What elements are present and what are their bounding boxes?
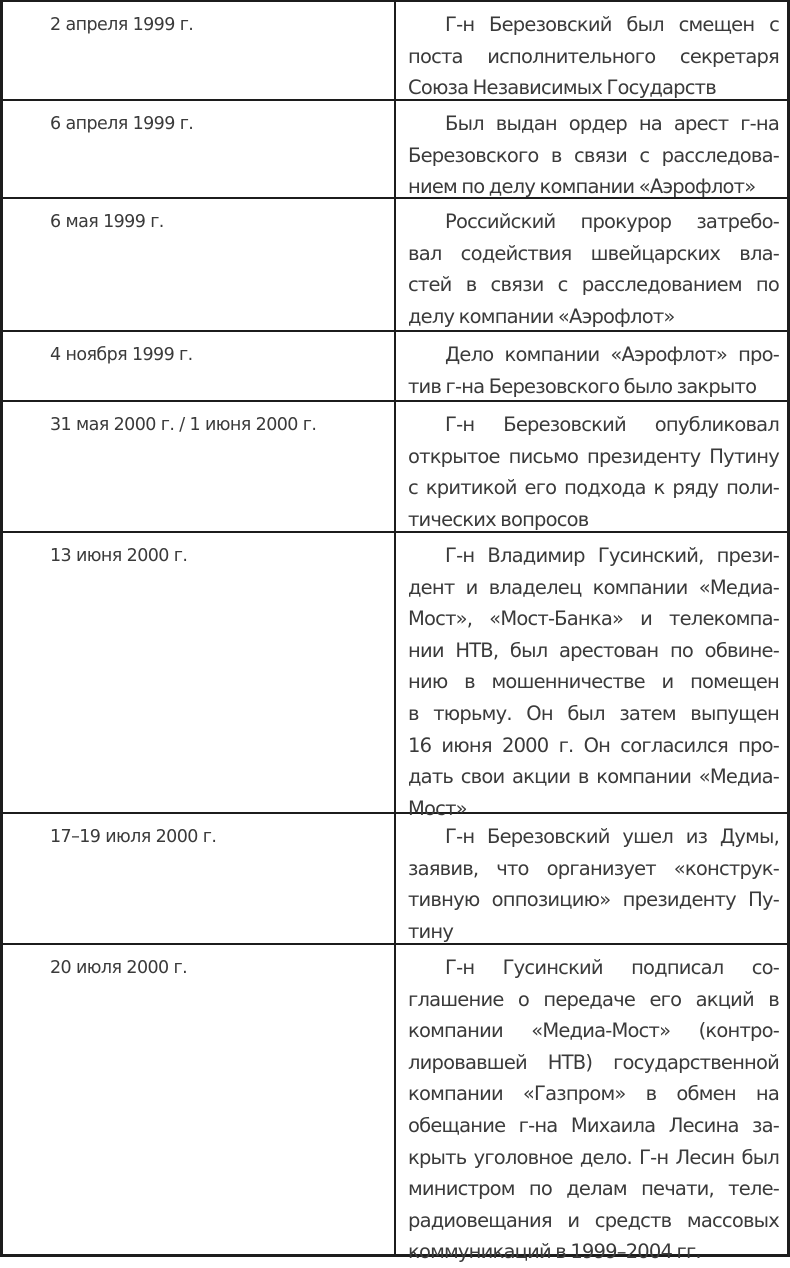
text-line: Г-н Березовский был смещен с	[445, 13, 779, 36]
date-cell: 20 июля 2000 г.	[3, 945, 396, 1254]
date-cell: 2 апреля 1999 г.	[3, 2, 396, 99]
text-line: открытое письмо президенту Путину	[408, 444, 779, 468]
text-line: коммуникаций в 1999–2004 гг.	[408, 1240, 701, 1264]
table-row	[3, 945, 787, 1264]
text-line: Г-н Березовский ушел из Думы,	[445, 825, 779, 848]
table-row	[3, 2, 787, 101]
date-cell: 6 апреля 1999 г.	[3, 101, 396, 197]
text-line: Российский прокурор затребо-	[445, 210, 779, 233]
text-line: нием по делу компании «Аэрофлот»	[408, 175, 756, 199]
date-cell: 4 ноября 1999 г.	[3, 332, 396, 400]
text-line: вал содействия швейцарских вла-	[408, 241, 779, 265]
text-line: Мост»	[408, 796, 467, 820]
description-cell	[396, 199, 787, 330]
text-line: Был выдан ордер на арест г-на	[445, 112, 779, 135]
text-line: компании «Медиа-Мост» (контро-	[408, 1019, 779, 1043]
text-line: с критикой его подхода к ряду поли-	[408, 476, 779, 500]
text-line: заявив, что организует «конструк-	[408, 856, 779, 880]
table-row	[3, 533, 787, 820]
table-row	[3, 814, 787, 945]
text-line: тину	[408, 919, 454, 943]
text-line: тических вопросов	[408, 507, 589, 531]
date-cell: 17–19 июля 2000 г.	[3, 814, 396, 943]
text-line: нии НТВ, был арестован по обвине-	[408, 638, 779, 662]
text-line: дент и владелец компании «Медиа-	[408, 575, 779, 599]
date-cell: 6 мая 1999 г.	[3, 199, 396, 330]
text-line: Мост», «Мост-Банка» и телекомпа-	[408, 607, 779, 631]
text-line: Дело компании «Аэрофлот» про-	[445, 343, 779, 366]
text-line: в тюрьму. Он был затем выпущен	[408, 701, 779, 725]
text-line: Г-н Владимир Гусинский, прези-	[445, 544, 779, 567]
date-cell: 13 июня 2000 г.	[3, 533, 396, 812]
text-line: 16 июня 2000 г. Он согласился про-	[408, 733, 779, 757]
text-line: дать свои акции в компании «Медиа-	[408, 765, 779, 789]
text-line: крыть уголовное дело. Г-н Лесин был	[408, 1145, 779, 1169]
text-line: Союза Независимых Государств	[408, 76, 716, 100]
text-line: нию в мошенничестве и помещен	[408, 670, 779, 694]
text-line: стей в связи с расследованием по	[408, 273, 779, 297]
text-line: радиовещания и средств массовых	[408, 1208, 779, 1232]
table-row	[3, 332, 787, 402]
table-row	[3, 402, 787, 533]
text-line: глашение о передаче его акций в	[408, 987, 779, 1011]
text-line: Березовского в связи с расследова-	[408, 143, 779, 167]
text-line: Г-н Гусинский подписал со-	[445, 956, 779, 979]
description-cell	[396, 945, 787, 1264]
description-cell	[396, 814, 787, 943]
text-line: поста исполнительного секретаря	[408, 44, 779, 68]
text-line: компании «Газпром» в обмен на	[408, 1082, 779, 1106]
text-line: лировавшей НТВ) государственной	[408, 1050, 779, 1074]
description-cell	[396, 101, 787, 197]
text-line: делу компании «Аэрофлот»	[408, 304, 675, 328]
description-cell	[396, 332, 787, 400]
description-cell	[396, 2, 787, 99]
description-cell	[396, 402, 787, 531]
description-cell	[396, 533, 787, 820]
text-line: министром по делам печати, теле-	[408, 1177, 779, 1201]
text-line: Г-н Березовский опубликовал	[445, 413, 779, 436]
table-row	[3, 101, 787, 199]
date-cell: 31 мая 2000 г. / 1 июня 2000 г.	[3, 402, 396, 531]
text-line: тив г-на Березовского было закрыто	[408, 374, 757, 398]
text-line: обещание г-на Михаила Лесина за-	[408, 1113, 779, 1137]
table-row	[3, 199, 787, 332]
text-line: тивную оппозицию» президенту Пу-	[408, 888, 779, 912]
